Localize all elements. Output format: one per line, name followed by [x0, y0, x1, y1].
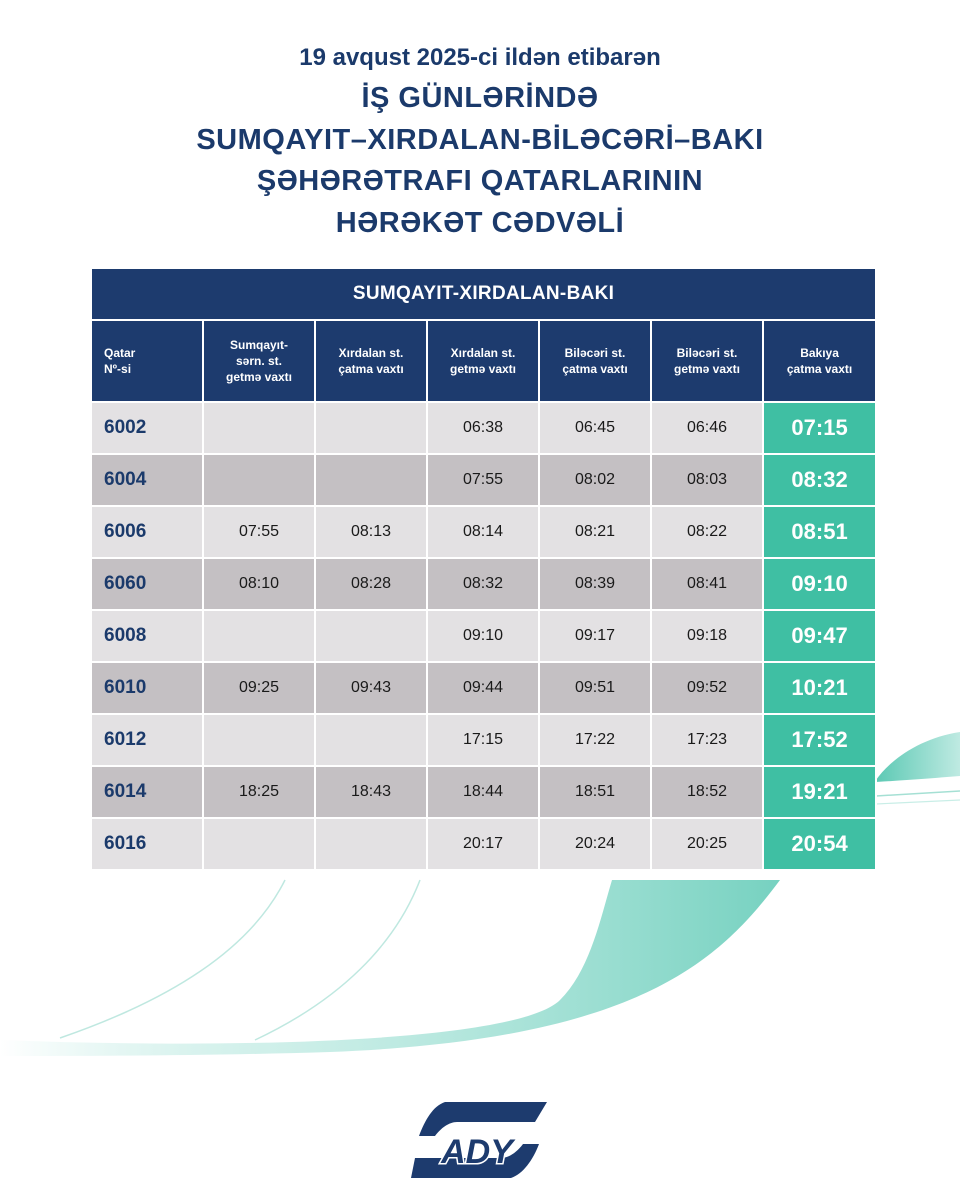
- baku-arrival-time: 08:51: [763, 506, 876, 558]
- baku-arrival-time: 10:21: [763, 662, 876, 714]
- bilecari-arrival-time: 09:17: [539, 610, 651, 662]
- bilecari-arrival-time: 06:45: [539, 402, 651, 454]
- baku-arrival-time: 09:10: [763, 558, 876, 610]
- sumqayit-departure-time: [203, 818, 315, 870]
- xirdalan-departure-time: 18:44: [427, 766, 539, 818]
- bilecari-arrival-time: 09:51: [539, 662, 651, 714]
- schedule-table: [90, 267, 877, 871]
- ady-logo-icon: [405, 1100, 555, 1180]
- col-header-sumqayit-departure: Sumqayıt- sərn. st. getmə vaxtı: [203, 320, 315, 402]
- bilecari-arrival-time: 08:02: [539, 454, 651, 506]
- title-suburban-trains: ŞƏHƏRƏTRAFI QATARLARININ: [256, 165, 704, 197]
- sumqayit-departure-time: 07:55: [203, 506, 315, 558]
- bilecari-departure-time: 08:41: [651, 558, 763, 610]
- col-header-baku-arrival: Bakıya çatma vaxtı: [763, 320, 876, 402]
- train-number: 6004: [91, 454, 203, 506]
- table-row: [91, 610, 876, 662]
- xirdalan-arrival-time: 08:13: [315, 506, 427, 558]
- table-row: [91, 766, 876, 818]
- bilecari-arrival-time: 08:21: [539, 506, 651, 558]
- table-row: [91, 714, 876, 766]
- train-number: 6060: [91, 558, 203, 610]
- table-row: [91, 506, 876, 558]
- train-number: 6006: [91, 506, 203, 558]
- baku-arrival-time: 19:21: [763, 766, 876, 818]
- bilecari-arrival-time: 08:39: [539, 558, 651, 610]
- baku-arrival-time: 07:15: [763, 402, 876, 454]
- xirdalan-departure-time: 07:55: [427, 454, 539, 506]
- sumqayit-departure-time: 08:10: [203, 558, 315, 610]
- train-number: 6016: [91, 818, 203, 870]
- xirdalan-arrival-time: 09:43: [315, 662, 427, 714]
- bilecari-departure-time: 08:22: [651, 506, 763, 558]
- xirdalan-departure-time: 09:44: [427, 662, 539, 714]
- xirdalan-departure-time: 20:17: [427, 818, 539, 870]
- sumqayit-departure-time: [203, 454, 315, 506]
- table-title: SUMQAYIT-XIRDALAN-BAKI: [91, 268, 876, 320]
- xirdalan-arrival-time: [315, 454, 427, 506]
- table-row: [91, 402, 876, 454]
- title-route: SUMQAYIT–XIRDALAN-BİLƏCƏRİ–BAKI: [196, 123, 764, 156]
- bilecari-departure-time: 06:46: [651, 402, 763, 454]
- col-header-xirdalan-departure: Xırdalan st. getmə vaxtı: [427, 320, 539, 402]
- train-number: 6010: [91, 662, 203, 714]
- xirdalan-arrival-time: [315, 714, 427, 766]
- train-number: 6014: [91, 766, 203, 818]
- bilecari-departure-time: 09:18: [651, 610, 763, 662]
- effective-date: 19 avqust 2025-ci ildən etibarən: [299, 44, 661, 71]
- sumqayit-departure-time: 18:25: [203, 766, 315, 818]
- ady-logo-text: ADY: [441, 1133, 513, 1171]
- bilecari-arrival-time: 17:22: [539, 714, 651, 766]
- baku-arrival-time: 08:32: [763, 454, 876, 506]
- title-block: [0, 38, 960, 244]
- title-schedule: HƏRƏKƏT CƏDVƏLİ: [335, 206, 625, 239]
- title-weekdays: İŞ GÜNLƏRİNDƏ: [361, 82, 599, 114]
- bilecari-arrival-time: 18:51: [539, 766, 651, 818]
- xirdalan-arrival-time: [315, 818, 427, 870]
- table-row: [91, 818, 876, 870]
- col-header-bilecari-departure: Biləcəri st. getmə vaxtı: [651, 320, 763, 402]
- xirdalan-arrival-time: [315, 610, 427, 662]
- sumqayit-departure-time: 09:25: [203, 662, 315, 714]
- table-row: [91, 454, 876, 506]
- bilecari-departure-time: 17:23: [651, 714, 763, 766]
- baku-arrival-time: 09:47: [763, 610, 876, 662]
- sumqayit-departure-time: [203, 610, 315, 662]
- xirdalan-departure-time: 06:38: [427, 402, 539, 454]
- col-header-train-no: Qatar Nº-si: [91, 320, 203, 402]
- col-header-bilecari-arrival: Biləcəri st. çatma vaxtı: [539, 320, 651, 402]
- bilecari-departure-time: 20:25: [651, 818, 763, 870]
- baku-arrival-time: 20:54: [763, 818, 876, 870]
- xirdalan-departure-time: 17:15: [427, 714, 539, 766]
- train-number: 6002: [91, 402, 203, 454]
- sumqayit-departure-time: [203, 714, 315, 766]
- bilecari-departure-time: 09:52: [651, 662, 763, 714]
- col-header-xirdalan-arrival: Xırdalan st. çatma vaxtı: [315, 320, 427, 402]
- table-row: [91, 662, 876, 714]
- bilecari-departure-time: 18:52: [651, 766, 763, 818]
- bilecari-departure-time: 08:03: [651, 454, 763, 506]
- baku-arrival-time: 17:52: [763, 714, 876, 766]
- xirdalan-arrival-time: 18:43: [315, 766, 427, 818]
- xirdalan-departure-time: 08:14: [427, 506, 539, 558]
- train-number: 6008: [91, 610, 203, 662]
- xirdalan-arrival-time: 08:28: [315, 558, 427, 610]
- train-number: 6012: [91, 714, 203, 766]
- bilecari-arrival-time: 20:24: [539, 818, 651, 870]
- column-header-row: [91, 320, 876, 402]
- xirdalan-arrival-time: [315, 402, 427, 454]
- xirdalan-departure-time: 08:32: [427, 558, 539, 610]
- xirdalan-departure-time: 09:10: [427, 610, 539, 662]
- table-row: [91, 558, 876, 610]
- sumqayit-departure-time: [203, 402, 315, 454]
